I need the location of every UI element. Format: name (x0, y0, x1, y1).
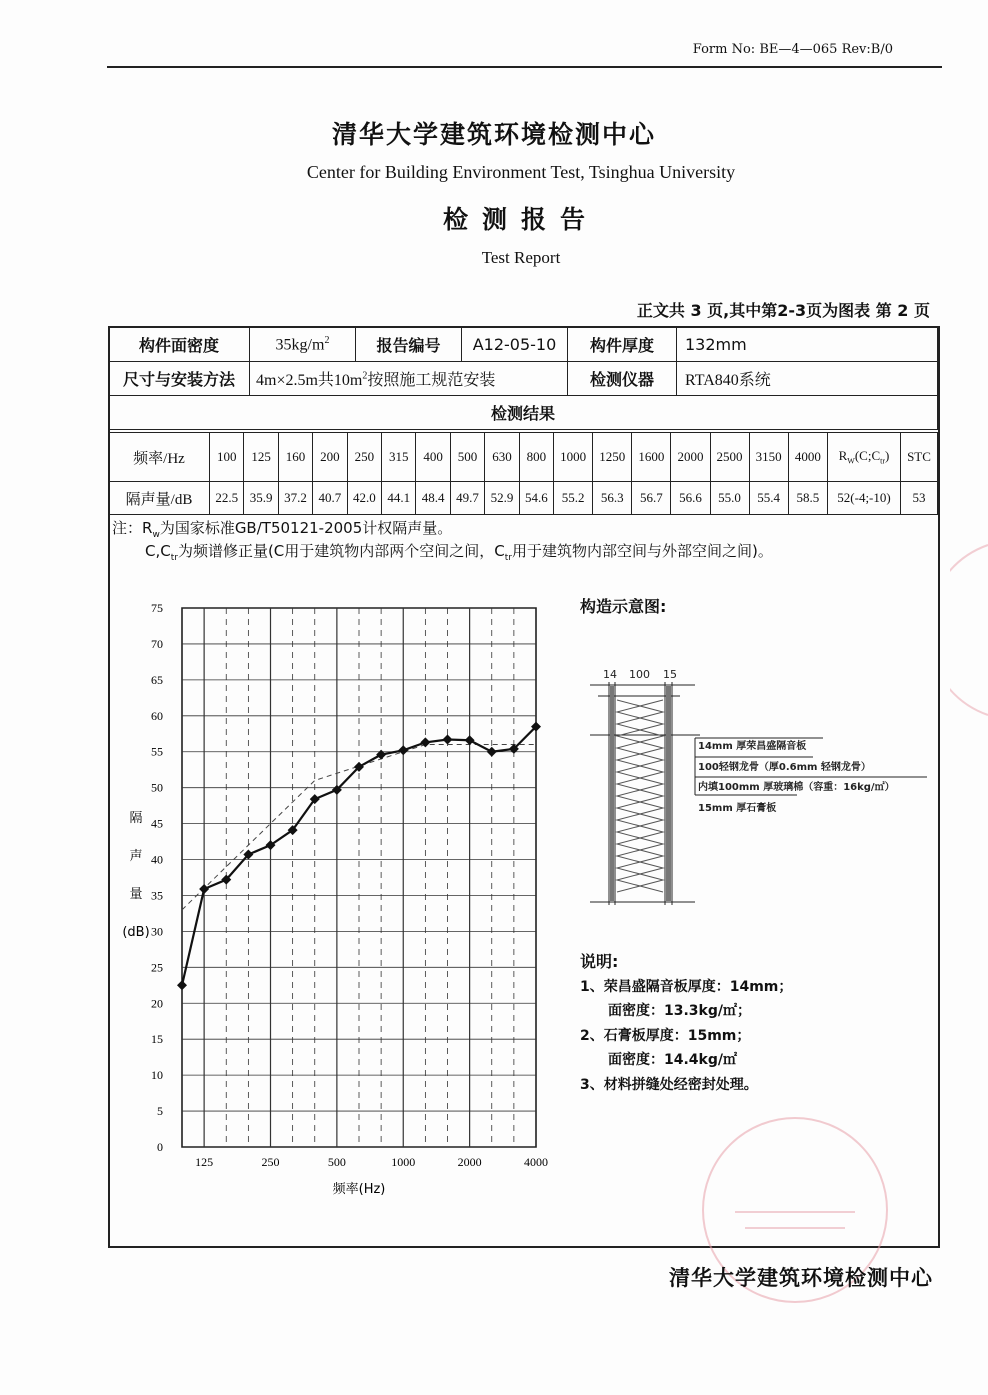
y-axis-label: 隔 (129, 811, 143, 826)
y-tick-label: 65 (151, 672, 163, 687)
tl-label: 隔声量/dB (109, 482, 210, 515)
freq-cell: 160 (278, 433, 312, 482)
y-tick-label: 45 (151, 816, 163, 831)
dim-14: 14 (603, 668, 617, 681)
tl-cell: 49.7 (450, 482, 484, 515)
freq-cell: 100 (210, 433, 244, 482)
data-point (398, 745, 408, 755)
tl-cell: 54.6 (519, 482, 553, 515)
tl-cell: 44.1 (382, 482, 416, 515)
y-tick-label: 15 (151, 1032, 163, 1047)
dim-15: 15 (663, 668, 677, 681)
tl-cell: 40.7 (313, 482, 347, 515)
x-tick-label: 500 (327, 1155, 346, 1169)
stc-value: 53 (901, 482, 938, 515)
instrument-label: 检测仪器 (568, 362, 677, 396)
data-point (465, 735, 475, 745)
freq-cell: 800 (519, 433, 553, 482)
tl-cell: 48.4 (416, 482, 450, 515)
tl-cell: 55.0 (710, 482, 749, 515)
structure-title: 构造示意图: (580, 597, 667, 616)
tl-cell: 42.0 (347, 482, 381, 515)
tl-cell: 22.5 (210, 482, 244, 515)
report-no-label: 报告编号 (356, 328, 462, 362)
org-title-cn: 清华大学建筑环境检测中心 (331, 120, 656, 149)
data-point (443, 735, 453, 745)
y-axis-label: 声 (129, 849, 143, 864)
y-tick-label: 40 (151, 852, 163, 867)
x-tick-label: 1000 (391, 1155, 416, 1169)
y-axis-label: (dB) (122, 925, 150, 940)
header-rule (107, 66, 942, 68)
tl-cell: 56.6 (671, 482, 710, 515)
tl-cell: 55.4 (749, 482, 788, 515)
y-tick-label: 5 (157, 1104, 163, 1119)
layer-label-wool: 内填100mm 厚玻璃棉（容重：16kg/㎡） (698, 782, 895, 793)
data-point (177, 980, 187, 990)
description-title: 说明: (580, 952, 619, 971)
freq-cell: 2500 (710, 433, 749, 482)
dim-100: 100 (629, 668, 650, 681)
thickness-label: 构件厚度 (568, 328, 677, 362)
y-tick-label: 20 (151, 996, 163, 1011)
y-tick-label: 25 (151, 960, 163, 975)
y-tick-label: 70 (151, 636, 163, 651)
y-tick-label: 10 (151, 1068, 163, 1083)
tl-cell: 55.2 (554, 482, 593, 515)
rw-header: $R_W(C;C_{tr})$ (828, 433, 901, 482)
size-label: 尺寸与安装方法 (109, 362, 250, 396)
y-tick-label: 35 (151, 888, 163, 903)
freq-cell: 400 (416, 433, 450, 482)
results-table (108, 432, 938, 515)
x-tick-label: 2000 (457, 1155, 482, 1169)
info-table (108, 327, 938, 430)
x-tick-label: 4000 (524, 1155, 548, 1169)
freq-cell: 250 (347, 433, 381, 482)
layer-label-stud: 100轻钢龙骨（厚0.6mm 轻钢龙骨） (698, 762, 871, 773)
stc-header: STC (901, 433, 938, 482)
freq-cell: 315 (382, 433, 416, 482)
freq-cell: 1000 (554, 433, 593, 482)
tl-cell: 56.3 (593, 482, 632, 515)
density-label: 构件面密度 (109, 328, 250, 362)
report-title-cn: 检测报告 (442, 205, 599, 234)
data-point (376, 750, 386, 760)
description (580, 950, 792, 1097)
freq-cell: 125 (244, 433, 278, 482)
layer-label-gypsum: 15mm 厚石膏板 (698, 803, 777, 814)
freq-cell: 2000 (671, 433, 710, 482)
seal-stamp-edge (950, 540, 988, 720)
org-title-en: Center for Building Environment Test, Tsinghua University (306, 162, 736, 182)
y-tick-label: 0 (157, 1140, 163, 1154)
tl-cell: 58.5 (788, 482, 827, 515)
freq-label: 频率/Hz (109, 433, 210, 482)
freq-cell: 1600 (632, 433, 671, 482)
density-value: $35kg/m^2$ (250, 328, 356, 362)
page-info: 正文共 3 页,其中第2-3页为图表 第 2 页 (636, 301, 930, 320)
desc-line: 面密度：13.3kg/㎡； (608, 1003, 751, 1019)
freq-cell: 630 (485, 433, 519, 482)
x-tick-label: 250 (261, 1155, 280, 1169)
freq-cell: 4000 (788, 433, 827, 482)
y-axis-label: 量 (129, 887, 143, 902)
freq-cell: 500 (450, 433, 484, 482)
note-c: $C,C_{tr}$为频谱修正量(C用于建筑物内部两个空间之间，$C_{tr}$用于建筑物内部空间与外部空间之间)。 (145, 542, 773, 563)
y-tick-label: 75 (151, 601, 163, 615)
thickness-value: 132mm (677, 328, 938, 362)
freq-cell: 1250 (593, 433, 632, 482)
desc-line: 面密度：14.4kg/㎡ (608, 1052, 737, 1068)
report-title-en: Test Report (481, 248, 561, 267)
note-rw: 注：$R_w$为国家标准GB/T50121-2005计权隔声量。 (112, 519, 453, 540)
x-axis-label: 频率(Hz) (332, 1182, 386, 1197)
data-point (487, 747, 497, 757)
tl-cell: 56.7 (632, 482, 671, 515)
wall-section-diagram (565, 660, 935, 920)
report-no-value: A12-05-10 (462, 328, 568, 362)
freq-cell: 200 (313, 433, 347, 482)
rw-value: 52(-4;-10) (828, 482, 901, 515)
y-tick-label: 55 (151, 744, 163, 759)
footer-org: 清华大学建筑环境检测中心 (669, 1266, 933, 1290)
desc-line: 3、材料拼缝处经密封处理。 (580, 1076, 758, 1093)
sound-insulation-chart (110, 590, 560, 1210)
tl-cell: 52.9 (485, 482, 519, 515)
data-point (199, 884, 209, 894)
form-number: Form No: BE—4—065 Rev:B/0 (692, 42, 893, 57)
tl-cell: 37.2 (278, 482, 312, 515)
size-value: 4m×2.5m共$10m^2$按照施工规范安装 (250, 362, 568, 396)
freq-cell: 3150 (749, 433, 788, 482)
y-tick-label: 30 (151, 924, 163, 939)
instrument-value: RTA840系统 (677, 362, 938, 396)
y-tick-label: 50 (151, 780, 163, 795)
desc-line: 2、石膏板厚度：15mm； (580, 1027, 751, 1044)
results-title: 检测结果 (109, 396, 938, 430)
desc-line: 1、荣昌盛隔音板厚度：14mm； (580, 978, 793, 995)
x-tick-label: 125 (195, 1155, 214, 1169)
tl-cell: 35.9 (244, 482, 278, 515)
layer-label-board: 14mm 厚荣昌盛隔音板 (698, 741, 807, 752)
y-tick-label: 60 (151, 708, 163, 723)
